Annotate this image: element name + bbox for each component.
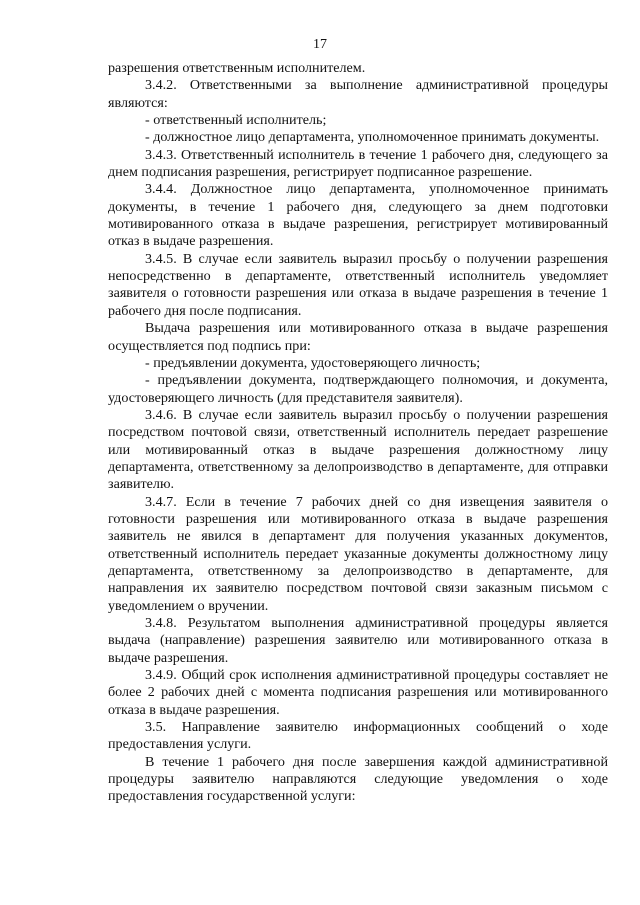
paragraph: 3.4.4. Должностное лицо департамента, уполномоченное принимать документы, в течение 1 рабочего дня, следующего за днем подготовки мотивированного отказа в выдаче разрешения, регистрирует мотивированный отказ в выдаче разрешения.: [108, 181, 608, 250]
document-body: [108, 60, 608, 806]
paragraph: разрешения ответственным исполнителем.: [108, 60, 366, 76]
list-item: - предъявлении документа, подтверждающего полномочия, и документа, удостоверяющего личность (для представителя заявителя).: [108, 372, 608, 406]
paragraph: 3.4.9. Общий срок исполнения административной процедуры составляет не более 2 рабочих дней с момента подписания разрешения или мотивированного отказа в выдаче разрешения.: [108, 667, 608, 718]
paragraph: 3.4.3. Ответственный исполнитель в течение 1 рабочего дня, следующего за днем подписания разрешения, регистрирует подписанное разрешение.: [108, 146, 608, 181]
paragraph: 3.4.7. Если в течение 7 рабочих дней со дня извещения заявителя о готовности разрешения или мотивированного отказа в выдаче разрешения заявитель не явился в департамент для получения указанных документов, ответственный исполнитель передает указанные документы должностному лицу департамента, ответственному за делопроизводство в департаменте, для направления их заявителю посредством почтовой связи заказным письмом с уведомлением о вручении.: [108, 493, 608, 614]
list-item: - предъявлении документа, удостоверяющего личность;: [145, 354, 481, 371]
paragraph: 3.4.6. В случае если заявитель выразил просьбу о получении разрешения посредством почтовой связи, ответственный исполнитель передает разрешение или мотивированный отказ в выдаче разрешения должностному лицу департамента, ответственному за делопроизводство в департаменте, для отправки заявителю.: [108, 406, 608, 493]
paragraph: В течение 1 рабочего дня после завершения каждой административной процедуры заявителю направляются следующие уведомления о ходе предоставления государственной услуги:: [108, 753, 608, 805]
paragraph: Выдача разрешения или мотивированного отказа в выдаче разрешения осуществляется под подпись при:: [108, 320, 608, 354]
list-item: - ответственный исполнитель;: [145, 112, 327, 129]
paragraph: 3.4.5. В случае если заявитель выразил просьбу о получении разрешения непосредственно в департаменте, ответственный исполнитель уведомляет заявителя о готовности разрешения или отказа в выдаче разрешения в течение 1 рабочего дня после подписания.: [108, 250, 608, 319]
page-number: 17: [313, 37, 327, 52]
list-item: - должностное лицо департамента, уполномоченное принимать документы.: [145, 129, 600, 146]
section-heading: 3.5. Направление заявителю информационных сообщений о ходе предоставления услуги.: [108, 719, 608, 753]
paragraph: 3.4.8. Результатом выполнения административной процедуры является выдача (направление) разрешения заявителю или мотивированного отказа в выдаче разрешения.: [108, 615, 608, 666]
paragraph: 3.4.2. Ответственными за выполнение административной процедуры являются:: [108, 77, 608, 111]
